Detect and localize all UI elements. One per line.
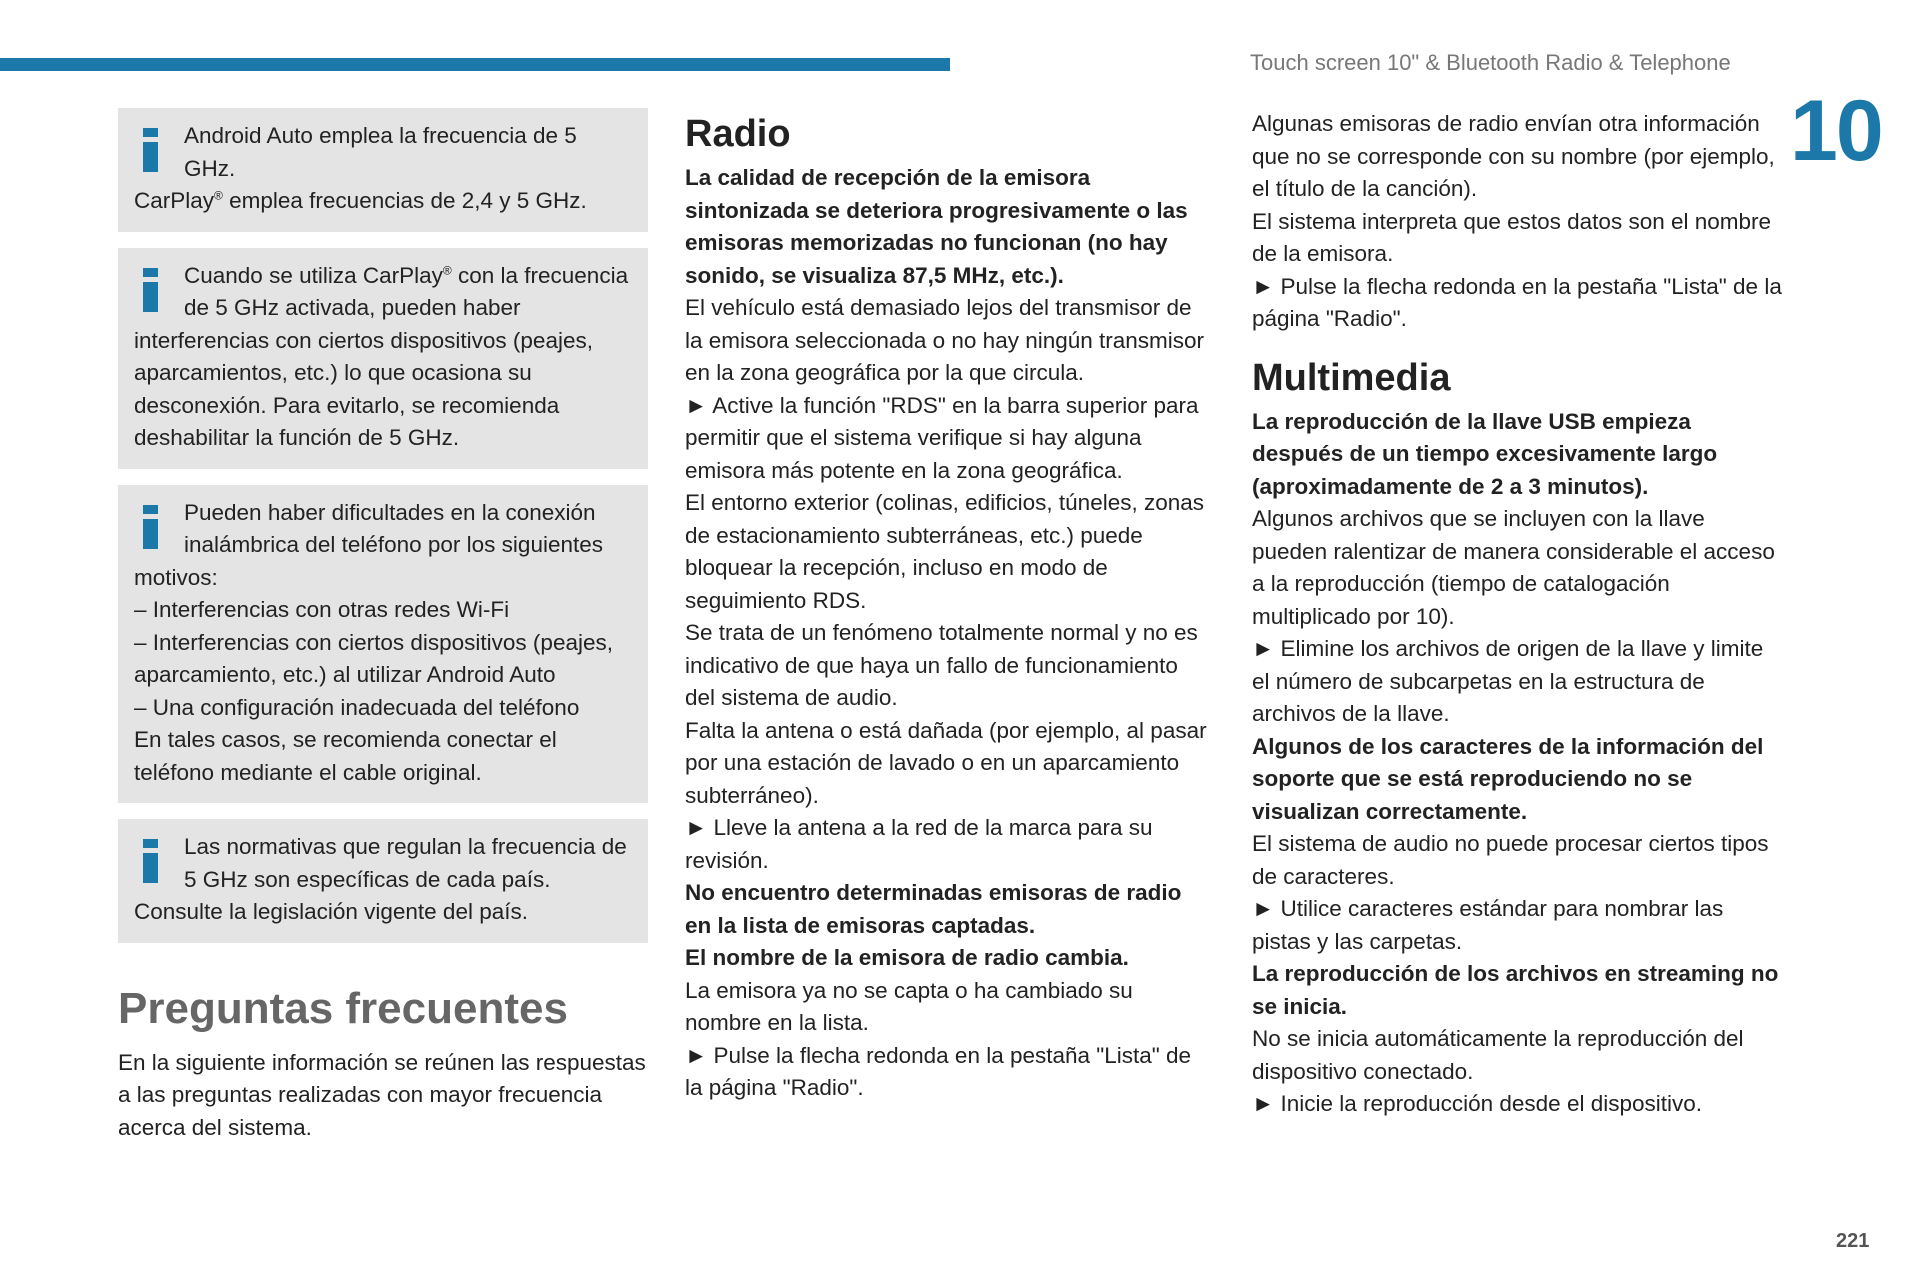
info-text-rest: con la frecuencia de 5 GHz activada, pueden haber interferencias con ciertos dispositivos (peajes, aparcamientos, etc.) lo que ocasiona su desconexión. Para evitarlo, se recomienda deshabilitar la función de 5 GHz. bbox=[134, 262, 629, 450]
info-list-item: – Interferencias con otras redes Wi-Fi bbox=[134, 597, 510, 622]
question-text: La reproducción de la llave USB empieza después de un tiempo excesivamente largo (aproximadamente de 2 a 3 minutos). bbox=[1252, 408, 1718, 499]
answer-text: Falta la antena o está dañada (por ejemplo, al pasar por una estación de lavado o en un aparcamiento subterráneo). bbox=[685, 717, 1207, 808]
answer-text: Se trata de un fenómeno totalmente normal y no es indicativo de que haya un fallo de funcionamiento del sistema de audio. bbox=[685, 620, 1198, 710]
answer-text: ► Active la función "RDS" en la barra superior para permitir que el sistema verifique si hay alguna emisora más potente en la zona geográfica. bbox=[685, 392, 1199, 483]
faq-intro: En la siguiente información se reúnen las respuestas a las preguntas realizadas con mayor frecuencia acerca del sistema. bbox=[118, 1049, 646, 1140]
answer-text: ► Lleve la antena a la red de la marca para su revisión. bbox=[685, 815, 1153, 873]
registered-mark: ® bbox=[214, 188, 223, 203]
info-text: Android Auto emplea la frecuencia de 5 GHz. bbox=[184, 123, 577, 181]
answer-text: ► Inicie la reproducción desde el dispositivo. bbox=[1252, 1091, 1703, 1116]
info-list-item: – Interferencias con ciertos dispositivos (peajes, aparcamiento, etc.) al utilizar Android Auto bbox=[134, 629, 613, 687]
right-column bbox=[1252, 108, 1782, 1121]
answer-text: ► Pulse la flecha redonda en la pestaña "Lista" de la página "Radio". bbox=[1252, 273, 1782, 331]
info-text-start: Cuando se utiliza CarPlay bbox=[184, 262, 443, 288]
info-box-android-auto bbox=[118, 108, 648, 232]
answer-text: ► Pulse la flecha redonda en la pestaña "Lista" de la página "Radio". bbox=[685, 1042, 1192, 1100]
info-text: En tales casos, se recomienda conectar el teléfono mediante el cable original. bbox=[134, 727, 557, 785]
answer-text: El sistema de audio no puede procesar ciertos tipos de caracteres. bbox=[1252, 831, 1769, 889]
left-column bbox=[118, 108, 648, 1144]
answer-text: La emisora ya no se capta o ha cambiado su nombre en la lista. bbox=[685, 977, 1133, 1035]
answer-text: El sistema interpreta que estos datos son el nombre de la emisora. bbox=[1252, 208, 1772, 266]
registered-mark: ® bbox=[442, 263, 452, 277]
chapter-number: 10 bbox=[1790, 83, 1882, 179]
question-text: El nombre de la emisora de radio cambia. bbox=[685, 945, 1129, 970]
info-text bbox=[134, 185, 632, 218]
question-text: La calidad de recepción de la emisora sintonizada se deteriora progresivamente o las emisoras memorizadas no funcionan (no hay sonido, se visualiza 87,5 MHz, etc.). bbox=[685, 165, 1188, 288]
radio-continued-paragraphs bbox=[1252, 108, 1782, 336]
answer-text: El entorno exterior (colinas, edificios, túneles, zonas de estacionamiento subterráneas, etc.) puede bloquear la recepción, incluso en modo de seguimiento RDS. bbox=[685, 490, 1205, 613]
page-number: 221 bbox=[1836, 1230, 1870, 1252]
carplay-word: CarPlay bbox=[134, 188, 215, 213]
answer-text: Algunos archivos que se incluyen con la llave pueden ralentizar de manera considerable el acceso a la reproducción (tiempo de catalogación multiplicado por 10). bbox=[1252, 506, 1775, 629]
answer-text: Algunas emisoras de radio envían otra información que no se corresponde con su nombre (por ejemplo, el título de la canción). bbox=[1252, 111, 1775, 201]
info-icon bbox=[142, 505, 160, 553]
multimedia-paragraphs bbox=[1252, 406, 1782, 1121]
answer-text: No se inicia automáticamente la reproducción del dispositivo conectado. bbox=[1252, 1026, 1744, 1084]
question-text: La reproducción de los archivos en streaming no se inicia. bbox=[1252, 961, 1779, 1019]
radio-paragraphs bbox=[685, 162, 1210, 1105]
answer-text: ► Utilice caracteres estándar para nombrar las pistas y las carpetas. bbox=[1252, 896, 1724, 954]
info-box-wireless-issues bbox=[118, 485, 648, 804]
faq-heading: Preguntas frecuentes bbox=[118, 983, 568, 1033]
answer-text: ► Elimine los archivos de origen de la llave y limite el número de subcarpetas en la estructura de archivos de la llave. bbox=[1252, 636, 1764, 726]
info-text-rest: emplea frecuencias de 2,4 y 5 GHz. bbox=[222, 188, 587, 213]
info-list-item: – Una configuración inadecuada del teléfono bbox=[134, 694, 580, 720]
header-accent-bar bbox=[0, 58, 950, 71]
info-box-regulations bbox=[118, 819, 648, 943]
info-icon bbox=[142, 839, 160, 887]
info-text: Consulte la legislación vigente del país. bbox=[134, 899, 528, 924]
radio-heading: Radio bbox=[685, 113, 791, 155]
info-text: Las normativas que regulan la frecuencia de 5 GHz son específicas de cada país. bbox=[184, 834, 627, 892]
info-icon bbox=[142, 128, 160, 176]
info-icon bbox=[142, 268, 160, 316]
question-text: No encuentro determinadas emisoras de radio en la lista de emisoras captadas. bbox=[685, 880, 1182, 938]
info-text bbox=[134, 260, 632, 455]
info-text: Pueden haber dificultades en la conexión inalámbrica del teléfono por los siguientes motivos: bbox=[134, 499, 603, 590]
middle-column bbox=[685, 112, 1210, 1105]
question-text: Algunos de los caracteres de la información del soporte que se está reproduciendo no se visualizan correctamente. bbox=[1252, 733, 1764, 824]
multimedia-heading: Multimedia bbox=[1252, 356, 1451, 399]
running-header-title: Touch screen 10" & Bluetooth Radio & Telephone bbox=[1250, 50, 1731, 75]
info-box-carplay-5ghz bbox=[118, 248, 648, 469]
answer-text: El vehículo está demasiado lejos del transmisor de la emisora seleccionada o no hay ningún transmisor en la zona geográfica por la que circula. bbox=[685, 295, 1205, 385]
